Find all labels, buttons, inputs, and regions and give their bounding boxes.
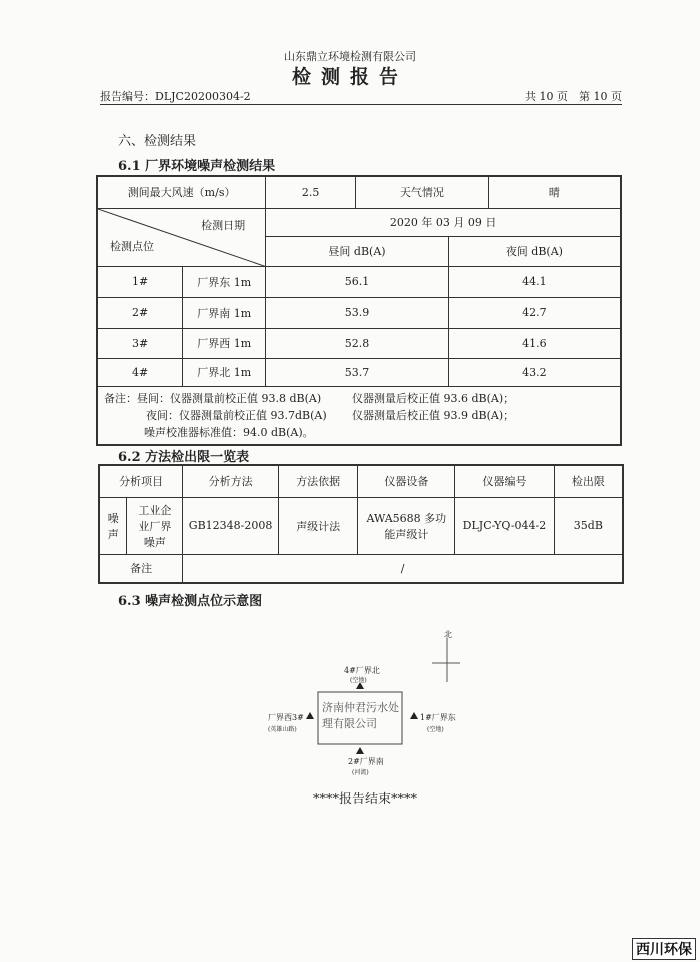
table-row <box>97 266 621 297</box>
point-position: 厂界南 1m <box>183 297 266 328</box>
point-position: 厂界东 1m <box>183 266 266 297</box>
night-value: 42.7 <box>448 297 621 328</box>
noise-results-table <box>96 175 622 446</box>
table-row <box>97 328 621 358</box>
point-label: 检测点位 <box>110 239 154 253</box>
point-2-sub: (河流) <box>352 769 369 776</box>
header-item: 分析项目 <box>99 465 183 497</box>
monitoring-point-diagram <box>250 620 480 810</box>
company-name: 山东鼎立环境检测有限公司 <box>284 50 416 63</box>
section-6-2-title: 6.2 方法检出限一览表 <box>118 450 250 465</box>
point-4-label: 4#厂界北 <box>344 666 380 675</box>
night-value: 44.1 <box>448 266 621 297</box>
point-4-sub: (空地) <box>350 677 367 684</box>
report-title: 检测报告 <box>291 66 408 88</box>
device: AWA5688 多功能声级计 <box>358 497 455 554</box>
remark-label: 备注 <box>99 554 183 583</box>
note-calibrator: 噪声校准器标准值：94.0 dB(A)。 <box>144 425 314 439</box>
night-value: 43.2 <box>448 358 621 386</box>
header-device: 仪器设备 <box>358 465 455 497</box>
day-value: 56.1 <box>266 266 449 297</box>
category: 噪声 <box>99 497 127 554</box>
report-header-line <box>100 88 622 105</box>
page-count: 共 10 页 第 10 页 <box>525 90 622 103</box>
day-value: 53.9 <box>266 297 449 328</box>
day-value: 53.7 <box>266 358 449 386</box>
section-heading: 六、检测结果 <box>118 134 197 149</box>
watermark: 西川环保 <box>632 938 696 960</box>
point-2-label: 2#厂界南 <box>348 757 384 766</box>
remark-value: / <box>183 554 623 583</box>
device-no: DLJC-YQ-044-2 <box>455 497 555 554</box>
point-1-sub: (空地) <box>427 726 444 733</box>
weather-label: 天气情况 <box>356 176 489 208</box>
weather-value: 晴 <box>488 176 621 208</box>
analysis-method: GB12348-2008 <box>183 497 279 554</box>
detection-limit: 35dB <box>554 497 623 554</box>
section-6-1-title: 6.1 厂界环境噪声检测结果 <box>118 159 276 174</box>
day-header: 昼间 dB(A) <box>266 236 449 266</box>
diagonal-header-cell <box>97 208 266 266</box>
note-day-before: 备注：昼间：仪器测量前校正值 93.8 dB(A) <box>104 391 322 405</box>
header-limit: 检出限 <box>554 465 623 497</box>
point-no: 3# <box>97 328 183 358</box>
wind-label: 测间最大风速（m/s） <box>97 176 266 208</box>
note-night-after: 仪器测量后校正值 93.9 dB(A)； <box>352 408 515 422</box>
company-box: 济南仲君污水处理有限公司 <box>322 701 399 730</box>
point-3-label: 厂界西3# <box>268 713 304 722</box>
point-no: 2# <box>97 297 183 328</box>
note-day-after: 仪器测量后校正值 93.6 dB(A)； <box>352 391 515 405</box>
header-device-no: 仪器编号 <box>455 465 555 497</box>
table-row <box>97 358 621 386</box>
table-row <box>99 497 623 554</box>
table-row <box>97 297 621 328</box>
night-value: 41.6 <box>448 328 621 358</box>
test-date: 2020 年 03 月 09 日 <box>266 208 621 236</box>
point-position: 厂界西 1m <box>183 328 266 358</box>
method-basis: 声级计法 <box>278 497 358 554</box>
method-limit-table <box>98 464 624 584</box>
north-label: 北 <box>444 630 452 639</box>
point-no: 1# <box>97 266 183 297</box>
date-label: 检测日期 <box>201 218 246 232</box>
analysis-item: 工业企业厂界噪声 <box>127 497 183 554</box>
point-no: 4# <box>97 358 183 386</box>
wind-value: 2.5 <box>266 176 356 208</box>
header-basis: 方法依据 <box>278 465 358 497</box>
point-3-sub: (英雄山路) <box>268 726 297 733</box>
report-number: 报告编号：DLJC20200304-2 <box>100 90 251 103</box>
remarks <box>97 386 621 445</box>
section-6-3-title: 6.3 噪声检测点位示意图 <box>118 594 263 609</box>
day-value: 52.8 <box>266 328 449 358</box>
note-night-before: 夜间：仪器测量前校正值 93.7dB(A) <box>146 408 327 422</box>
point-1-label: 1#厂界东 <box>420 713 456 722</box>
header-method: 分析方法 <box>183 465 279 497</box>
point-position: 厂界北 1m <box>183 358 266 386</box>
night-header: 夜间 dB(A) <box>448 236 621 266</box>
report-end: ****报告结束**** <box>312 792 417 807</box>
